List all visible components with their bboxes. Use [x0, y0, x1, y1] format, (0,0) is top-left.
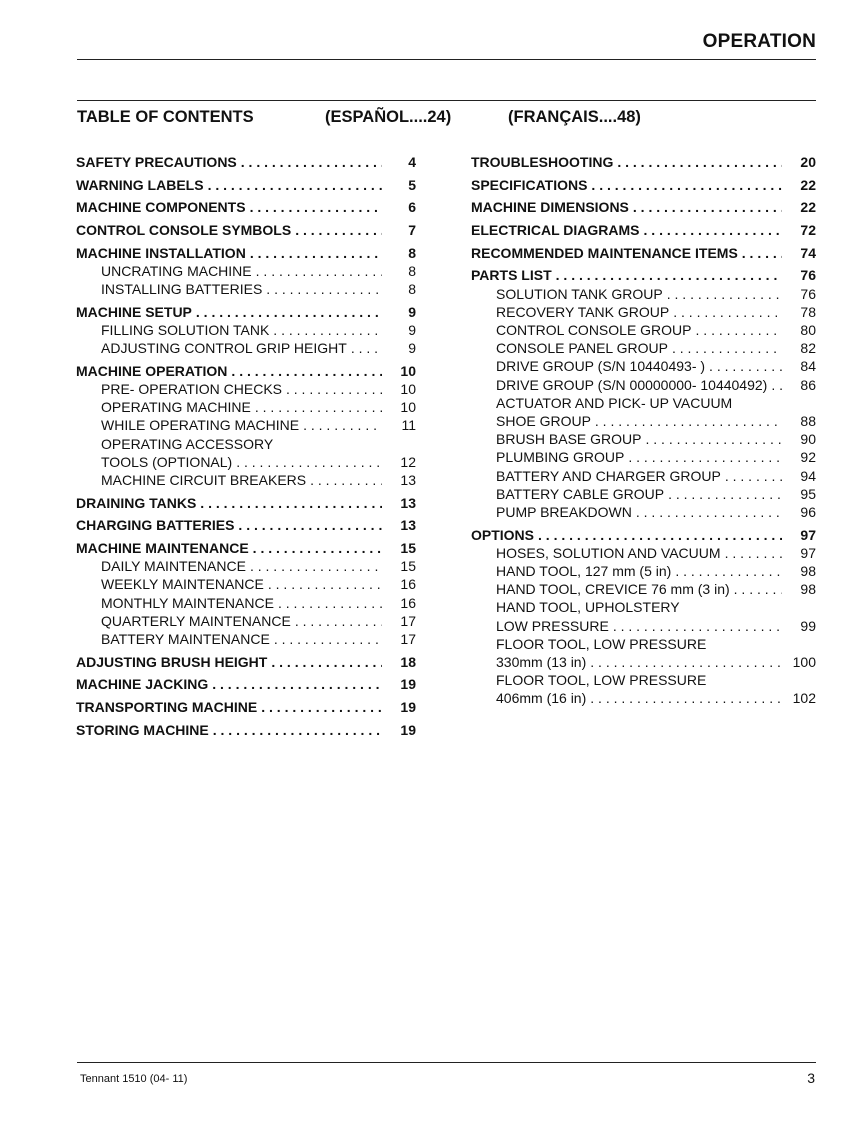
toc-subsection-entry[interactable]: [471, 467, 816, 485]
toc-subsection-entry[interactable]: [471, 653, 816, 671]
dot-leader: [734, 580, 782, 598]
toc-subsection-entry[interactable]: [471, 485, 816, 503]
dot-leader: [212, 675, 382, 693]
toc-entry-title: MACHINE JACKING: [76, 676, 209, 693]
toc-subsection-entry[interactable]: [471, 635, 816, 653]
toc-entry-title: WEEKLY MAINTENANCE: [101, 576, 264, 593]
toc-entry-page: 80: [800, 322, 816, 338]
dot-leader: [274, 630, 382, 648]
dot-leader: [645, 430, 782, 448]
toc-right-column: [471, 153, 816, 707]
toc-entry-title: RECOMMENDED MAINTENANCE ITEMS: [471, 244, 738, 261]
toc-entry-page: 97: [800, 526, 816, 543]
dot-leader: [617, 153, 782, 171]
dot-leader: [351, 339, 382, 357]
toc-entry-page: 9: [408, 340, 416, 357]
dot-leader: [538, 526, 782, 544]
toc-entry-page: 8: [408, 281, 416, 298]
toc-section-entry[interactable]: [76, 698, 416, 716]
toc-entry-title: HAND TOOL, 127 mm (5 in): [496, 562, 672, 579]
toc-section-entry[interactable]: [76, 653, 416, 671]
toc-entry-page: 9: [408, 322, 416, 338]
toc-section-entry[interactable]: [471, 221, 816, 239]
toc-entry-page: 90: [800, 431, 816, 448]
toc-entry-page: 6: [408, 199, 416, 216]
toc-entry-page: 76: [800, 285, 816, 302]
toc-entry-title: RECOVERY TANK GROUP: [496, 303, 670, 320]
dot-leader: [261, 698, 382, 716]
dot-leader: [295, 612, 382, 630]
toc-entry-title: UNCRATING MACHINE: [101, 262, 252, 279]
dot-leader: [241, 153, 382, 171]
toc-entry-title: ELECTRICAL DIAGRAMS: [471, 222, 640, 239]
toc-entry-page: 9: [408, 303, 416, 320]
toc-entry-title: TOOLS (OPTIONAL): [101, 453, 233, 470]
section-title: OPERATION: [702, 31, 816, 52]
toc-entry-page: 98: [800, 562, 816, 579]
toc-entry-title: MACHINE SETUP: [76, 303, 192, 320]
toc-subsection-entry[interactable]: [76, 435, 416, 453]
toc-entry-title: TROUBLESHOOTING: [471, 154, 614, 170]
top-rule: [77, 59, 816, 60]
toc-entry-title: HAND TOOL, UPHOLSTERY: [496, 599, 680, 616]
dot-leader: [667, 285, 782, 303]
toc-entry-title: CONSOLE PANEL GROUP: [496, 340, 668, 357]
toc-entry-page: 88: [800, 412, 816, 429]
toc-entry-page: 19: [400, 721, 416, 738]
toc-entry-title: BATTERY AND CHARGER GROUP: [496, 467, 721, 484]
toc-entry-page: 10: [400, 362, 416, 379]
toc-entry-title: CONTROL CONSOLE SYMBOLS: [76, 222, 292, 239]
toc-entry-title: MACHINE CIRCUIT BREAKERS: [101, 472, 307, 488]
toc-entry-page: 5: [408, 176, 416, 193]
dot-leader: [668, 485, 782, 503]
toc-entry-page: 17: [400, 631, 416, 647]
dot-leader: [672, 339, 782, 357]
toc-entry-title: PUMP BREAKDOWN: [496, 503, 632, 520]
toc-section-entry[interactable]: [471, 176, 816, 194]
dot-leader: [636, 503, 782, 521]
toc-entry-page: 99: [800, 617, 816, 634]
toc-subsection-entry[interactable]: [471, 430, 816, 448]
dot-leader: [696, 321, 782, 339]
toc-subsection-entry[interactable]: [471, 503, 816, 521]
toc-subsection-entry[interactable]: [471, 285, 816, 303]
dot-leader: [250, 557, 382, 575]
toc-entry-title: LOW PRESSURE: [496, 617, 609, 634]
toc-entry-page: 96: [800, 503, 816, 520]
toc-entry-page: 7: [408, 222, 416, 239]
toc-entry-title: SAFETY PRECAUTIONS: [76, 154, 237, 170]
toc-entry-title: OPERATING MACHINE: [101, 399, 251, 416]
toc-entry-title: CONTROL CONSOLE GROUP: [496, 322, 692, 338]
toc-entry-title: WHILE OPERATING MACHINE: [101, 417, 300, 434]
dot-leader: [725, 467, 782, 485]
toc-entry-title: DAILY MAINTENANCE: [101, 558, 246, 575]
toc-entry-page: 15: [400, 540, 416, 557]
dot-leader: [268, 575, 382, 593]
toc-entry-page: 19: [400, 699, 416, 716]
dot-leader: [250, 198, 382, 216]
dot-leader: [742, 244, 782, 262]
toc-section-entry[interactable]: [76, 675, 416, 693]
toc-entry-page: 13: [400, 494, 416, 511]
dot-leader: [213, 721, 382, 739]
toc-entry-page: 13: [400, 517, 416, 534]
toc-rule: [77, 100, 816, 101]
toc-subsection-entry[interactable]: [471, 376, 816, 394]
toc-section-entry[interactable]: [76, 153, 416, 171]
toc-subsection-entry[interactable]: [76, 612, 416, 630]
toc-entry-page: 8: [408, 262, 416, 279]
toc-subsection-entry[interactable]: [76, 262, 416, 280]
dot-leader: [271, 653, 382, 671]
toc-entry-page: 92: [800, 449, 816, 466]
toc-entry-page: 97: [800, 544, 816, 561]
toc-entry-title: BATTERY CABLE GROUP: [496, 485, 665, 502]
toc-entry-title: HAND TOOL, CREVICE 76 mm (3 in): [496, 581, 730, 598]
toc-title: TABLE OF CONTENTS: [77, 108, 254, 126]
toc-entry-title: PRE- OPERATION CHECKS: [101, 381, 282, 398]
toc-subsection-entry[interactable]: [76, 557, 416, 575]
dot-leader: [633, 198, 782, 216]
toc-entry-title: QUARTERLY MAINTENANCE: [101, 612, 291, 629]
toc-entry-page: 22: [800, 199, 816, 216]
toc-entry-page: 82: [800, 340, 816, 357]
toc-entry-page: 95: [800, 485, 816, 502]
dot-leader: [286, 380, 382, 398]
toc-subsection-entry[interactable]: [471, 448, 816, 466]
toc-entry-page: 74: [800, 244, 816, 261]
dot-leader: [231, 362, 382, 380]
toc-section-entry[interactable]: [76, 244, 416, 262]
toc-entry-page: 86: [800, 376, 816, 393]
toc-section-entry[interactable]: [471, 526, 816, 544]
dot-leader: [255, 398, 382, 416]
dot-leader: [278, 594, 382, 612]
toc-entry-title: 330mm (13 in): [496, 653, 587, 670]
toc-entry-title: MACHINE MAINTENANCE: [76, 540, 249, 557]
toc-entry-title: MACHINE COMPONENTS: [76, 199, 246, 216]
toc-section-entry[interactable]: [76, 362, 416, 380]
dot-leader: [253, 539, 382, 557]
toc-section-entry[interactable]: [471, 153, 816, 171]
toc-entry-page: 22: [800, 176, 816, 193]
dot-leader: [591, 176, 782, 194]
dot-leader: [709, 357, 782, 375]
toc-entry-title: HOSES, SOLUTION AND VACUUM: [496, 544, 721, 561]
toc-section-entry[interactable]: [76, 176, 416, 194]
toc-entry-page: 20: [800, 154, 816, 170]
toc-entry-title: ADJUSTING BRUSH HEIGHT: [76, 653, 268, 670]
toc-subsection-entry[interactable]: [76, 339, 416, 357]
toc-entry-page: 10: [400, 381, 416, 398]
dot-leader: [295, 221, 382, 239]
toc-entry-title: ADJUSTING CONTROL GRIP HEIGHT: [101, 340, 347, 357]
toc-entry-page: 8: [408, 244, 416, 261]
toc-section-entry[interactable]: [76, 539, 416, 557]
dot-leader: [590, 653, 782, 671]
toc-subsection-entry[interactable]: [471, 671, 816, 689]
toc-entry-title: PARTS LIST: [471, 267, 552, 284]
toc-entry-title: SOLUTION TANK GROUP: [496, 285, 663, 302]
toc-entry-title: MACHINE DIMENSIONS: [471, 199, 629, 216]
toc-entry-page: 17: [400, 612, 416, 629]
toc-entry-title: DRIVE GROUP (S/N 00000000- 10440492): [496, 376, 768, 393]
toc-entry-title: TRANSPORTING MACHINE: [76, 699, 258, 716]
toc-entry-title: OPTIONS: [471, 526, 535, 543]
toc-subsection-entry[interactable]: [471, 321, 816, 339]
dot-leader: [196, 303, 382, 321]
toc-subsection-entry[interactable]: [76, 280, 416, 298]
toc-entry-title: MACHINE OPERATION: [76, 362, 228, 379]
toc-entry-title: SHOE GROUP: [496, 412, 591, 429]
dot-leader: [595, 412, 782, 430]
toc-subsection-entry[interactable]: [471, 562, 816, 580]
toc-entry-title: FILLING SOLUTION TANK: [101, 322, 270, 338]
dot-leader: [208, 176, 382, 194]
dot-leader: [256, 262, 382, 280]
toc-section-entry[interactable]: [471, 266, 816, 284]
footer-model: Tennant 1510 (04- 11): [80, 1073, 188, 1085]
dot-leader: [675, 562, 782, 580]
toc-section-entry[interactable]: [76, 303, 416, 321]
toc-subsection-entry[interactable]: [471, 339, 816, 357]
toc-entry-title: DRIVE GROUP (S/N 10440493- ): [496, 358, 706, 375]
toc-entry-title: MACHINE INSTALLATION: [76, 244, 246, 261]
toc-subsection-entry[interactable]: [471, 617, 816, 635]
toc-entry-title: INSTALLING BATTERIES: [101, 281, 263, 298]
toc-entry-page: 102: [792, 690, 816, 707]
dot-leader: [673, 303, 782, 321]
toc-section-entry[interactable]: [76, 494, 416, 512]
toc-subsection-entry[interactable]: [76, 398, 416, 416]
dot-leader: [200, 494, 382, 512]
toc-entry-page: 19: [400, 676, 416, 693]
footer-rule: [77, 1062, 816, 1063]
toc-entry-title: MONTHLY MAINTENANCE: [101, 594, 274, 611]
toc-subsection-entry[interactable]: [471, 303, 816, 321]
toc-entry-page: 94: [800, 467, 816, 484]
french-link[interactable]: (FRANÇAIS....48): [508, 108, 641, 126]
spanish-link[interactable]: (ESPAÑOL....24): [325, 108, 452, 126]
dot-leader: [613, 617, 782, 635]
toc-subsection-entry[interactable]: [76, 575, 416, 593]
toc-entry-page: 11: [401, 417, 416, 434]
toc-subsection-entry[interactable]: [76, 416, 416, 434]
toc-entry-page: 16: [400, 594, 416, 611]
toc-entry-title: BRUSH BASE GROUP: [496, 431, 642, 448]
toc-entry-title: FLOOR TOOL, LOW PRESSURE: [496, 635, 707, 652]
toc-entry-title: 406mm (16 in): [496, 690, 587, 707]
dot-leader: [310, 471, 382, 489]
toc-entry-page: 84: [800, 358, 816, 375]
dot-leader: [266, 280, 382, 298]
dot-leader: [273, 321, 382, 339]
footer-page-number: 3: [807, 1070, 815, 1086]
toc-section-entry[interactable]: [76, 198, 416, 216]
toc-entry-page: 15: [400, 558, 416, 575]
toc-entry-title: SPECIFICATIONS: [471, 176, 588, 193]
toc-subsection-entry[interactable]: [76, 380, 416, 398]
dot-leader: [238, 516, 382, 534]
dot-leader: [628, 448, 782, 466]
toc-subsection-entry[interactable]: [471, 580, 816, 598]
dot-leader: [303, 416, 382, 434]
toc-entry-title: CHARGING BATTERIES: [76, 517, 235, 534]
toc-entry-title: DRAINING TANKS: [76, 494, 197, 511]
toc-subsection-entry[interactable]: [76, 471, 416, 489]
dot-leader: [556, 266, 782, 284]
toc-entry-page: 12: [400, 453, 416, 470]
toc-entry-title: OPERATING ACCESSORY: [101, 435, 274, 452]
toc-entry-title: ACTUATOR AND PICK- UP VACUUM: [496, 394, 733, 411]
toc-entry-page: 98: [800, 581, 816, 598]
toc-entry-page: 4: [408, 154, 416, 170]
toc-section-entry[interactable]: [76, 721, 416, 739]
toc-subsection-entry[interactable]: [471, 598, 816, 616]
toc-section-entry[interactable]: [471, 198, 816, 216]
toc-subsection-entry[interactable]: [471, 394, 816, 412]
dot-leader: [725, 544, 782, 562]
toc-entry-page: 16: [400, 576, 416, 593]
toc-subsection-entry[interactable]: [76, 594, 416, 612]
dot-leader: [644, 221, 782, 239]
toc-section-entry[interactable]: [471, 244, 816, 262]
toc-entry-page: 100: [792, 653, 816, 670]
toc-section-entry[interactable]: [76, 516, 416, 534]
toc-entry-page: 78: [800, 303, 816, 320]
toc-subsection-entry[interactable]: [76, 630, 416, 648]
toc-subsection-entry[interactable]: [471, 412, 816, 430]
toc-entry-page: 10: [400, 399, 416, 416]
toc-entry-title: BATTERY MAINTENANCE: [101, 631, 270, 647]
dot-leader: [771, 376, 782, 394]
toc-entry-page: 72: [800, 222, 816, 239]
toc-subsection-entry[interactable]: [471, 544, 816, 562]
toc-entry-page: 13: [400, 472, 416, 488]
dot-leader: [236, 453, 382, 471]
toc-subsection-entry[interactable]: [76, 453, 416, 471]
toc-entry-title: PLUMBING GROUP: [496, 449, 625, 466]
toc-subsection-entry[interactable]: [76, 321, 416, 339]
dot-leader: [590, 689, 782, 707]
toc-entry-title: WARNING LABELS: [76, 176, 204, 193]
toc-entry-title: FLOOR TOOL, LOW PRESSURE: [496, 672, 707, 689]
toc-section-entry[interactable]: [76, 221, 416, 239]
toc-left-column: [76, 153, 416, 739]
toc-entry-page: 76: [800, 267, 816, 284]
toc-entry-page: 18: [400, 653, 416, 670]
toc-subsection-entry[interactable]: [471, 689, 816, 707]
toc-entry-title: STORING MACHINE: [76, 721, 209, 738]
dot-leader: [250, 244, 382, 262]
toc-subsection-entry[interactable]: [471, 357, 816, 375]
